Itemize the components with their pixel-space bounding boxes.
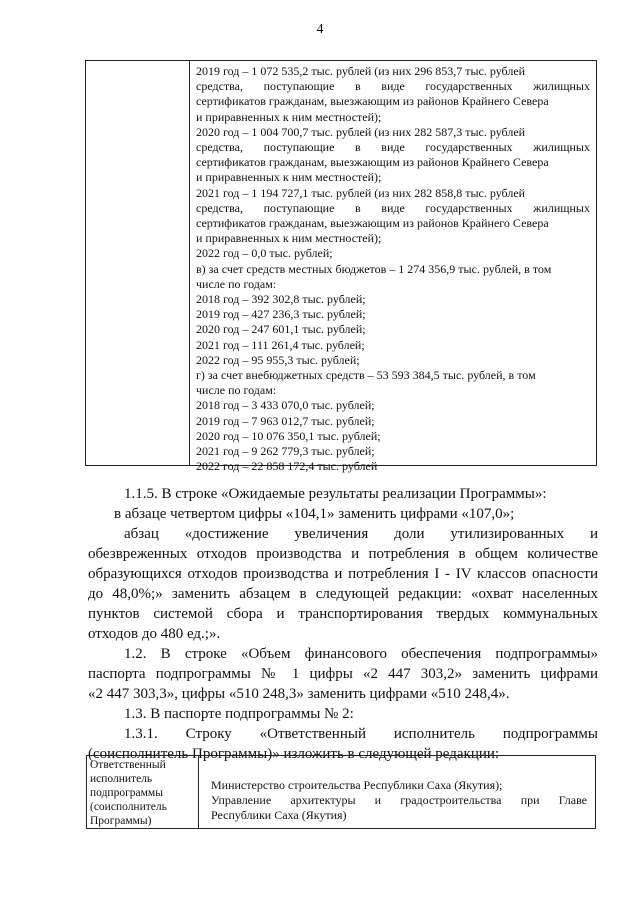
funding-table-value-cell [196,64,590,474]
funding-line: числе по годам: [196,383,277,398]
paragraph-1-2-line: паспорта подпрограммы № 1 цифры «2 447 303,2» заменить цифрами [88,666,598,682]
funding-line: средства, поступающие в виде государственных жилищных [196,200,590,215]
page-number: 4 [316,22,324,37]
funding-line: сертификатов гражданам, выезжающим из районов Крайнего Севера [196,216,549,231]
funding-line: г) за счет внебюджетных средств – 53 593 384,5 тыс. рублей, в том [196,368,536,383]
funding-line: сертификатов гражданам, выезжающим из районов Крайнего Севера [196,155,549,170]
executor-value-cell [211,778,587,823]
funding-line: и приравненных к ним местностей); [196,109,382,124]
funding-line: числе по годам: [196,276,277,291]
funding-table [85,60,597,474]
funding-line: 2020 год – 10 076 350,1 тыс. рублей; [196,428,381,443]
funding-line: 2020 год – 1 004 700,7 тыс. рублей (из них 282 587,3 тыс. рублей [196,124,526,139]
funding-line: сертификатов гражданам, выезжающим из районов Крайнего Севера [196,94,549,109]
funding-line: средства, поступающие в виде государственных жилищных [196,140,590,155]
executor-table [86,755,596,829]
funding-line: 2019 год – 1 072 535,2 тыс. рублей (из них 296 853,7 тыс. рублей [196,64,526,78]
paragraph-abzac-replace-line: абзац «достижение увеличения доли утилизированных и [124,526,598,542]
amendments-text [88,484,598,764]
funding-line: и приравненных к ним местностей); [196,170,382,185]
funding-line: и приравненных к ним местностей); [196,231,382,246]
executor-value-line: Управление архитектуры и градостроительства при Главе [211,793,587,807]
paragraph-1-2-line: 1.2. В строке «Объем финансового обеспечения подпрограммы» [124,646,598,662]
paragraph-abzac-replace-line: отходов до 480 ед.;». [88,626,221,642]
funding-line: 2022 год – 95 955,3 тыс. рублей; [196,352,360,367]
funding-line: 2019 год – 427 236,3 тыс. рублей; [196,307,366,322]
funding-line: 2022 год – 22 858 172,4 тыс. рублей [196,459,378,474]
paragraph-1-3-1-line: (соисполнитель Программы)» изложить в следующей редакции: [88,746,500,762]
funding-line: 2018 год – 3 433 070,0 тыс. рублей; [196,398,375,413]
paragraph-abzac-replace-line: образующихся отходов производства и потребления I - IV классов опасности [88,566,598,582]
executor-label-line: исполнитель [90,773,153,785]
funding-line: 2022 год – 0,0 тыс. рублей; [196,246,333,261]
funding-line: 2021 год – 9 262 779,3 тыс. рублей; [196,444,375,459]
paragraph-1-3-1-line: 1.3.1. Строку «Ответственный исполнитель подпрограммы [124,726,598,742]
paragraph-1-2-line: «2 447 303,3», цифры «510 248,3» заменить цифрами «510 248,4». [88,686,510,702]
funding-line: 2020 год – 247 601,1 тыс. рублей; [196,322,366,337]
paragraph-abzac-replace-line: до 48,0%;» заменить абзацем в следующей редакции: «охват населенных [88,586,598,602]
executor-value-line: Министерство строительства Республики Саха (Якутия); [211,778,503,792]
paragraph-abzac-4: в абзаце четвертом цифры «104,1» заменить цифрами «107,0»; [114,506,515,522]
funding-line: 2018 год – 392 302,8 тыс. рублей; [196,292,366,307]
paragraph-1-1-5: 1.1.5. В строке «Ожидаемые результаты реализации Программы»: [124,486,547,502]
funding-table-label-cell [86,61,190,465]
funding-line: средства, поступающие в виде государственных жилищных [196,79,590,94]
executor-label-line: подпрограммы [90,787,163,799]
funding-line: в) за счет средств местных бюджетов – 1 274 356,9 тыс. рублей, в том [196,261,552,276]
executor-label-line: Программы) [90,815,152,827]
executor-value-line: Республики Саха (Якутия) [211,808,347,822]
executor-label-cell [87,756,199,828]
paragraph-1-3: 1.3. В паспорте подпрограммы № 2: [124,706,354,722]
executor-label-line: (соисполнитель [90,801,167,813]
paragraph-abzac-replace-line: обезвреженных отходов производства и потребления в общем количестве [88,546,598,562]
funding-line: 2021 год – 1 194 727,1 тыс. рублей (из них 282 858,8 тыс. рублей [196,185,526,200]
funding-line: 2021 год – 111 261,4 тыс. рублей; [196,337,365,352]
paragraph-abzac-replace-line: пунктов системой сбора и транспортирования твердых коммунальных [88,606,598,622]
funding-line: 2019 год – 7 963 012,7 тыс. рублей; [196,413,375,428]
executor-label-line: Ответственный [90,759,166,771]
